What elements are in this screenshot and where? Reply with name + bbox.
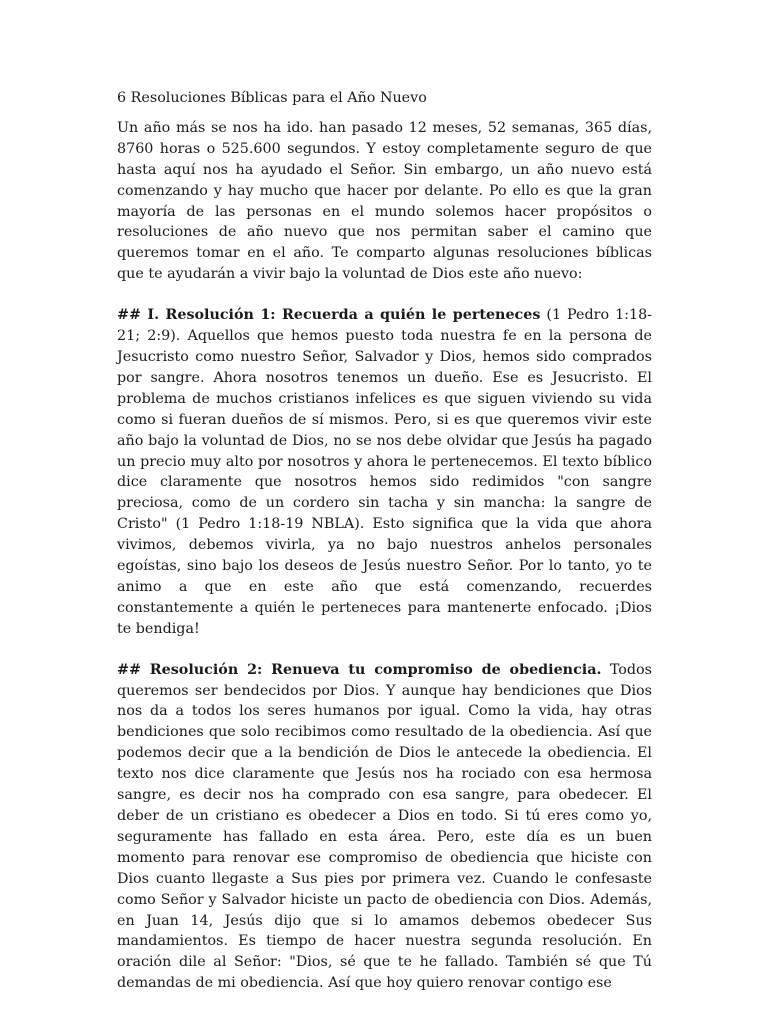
document-title: 6 Resoluciones Bíblicas para el Año Nuevo xyxy=(117,90,427,106)
resolution-2-paragraph xyxy=(117,660,652,995)
resolution-1-heading: ## I. Resolución 1: Recuerda a quién le perteneces xyxy=(117,307,541,324)
resolution-1-paragraph xyxy=(117,305,652,640)
resolution-1-body: (1 Pedro 1:18-21; 2:9). Aquellos que hemos puesto toda nuestra fe en la persona de Jesucristo como nuestro Señor, Salvador y Dios, hemos sido comprados por sangre. Ahora nosotros tenemos un dueño. Ese es Jesucristo. El problema de muchos cristianos infelices es que siguen viviendo su vida como si fueran dueños de sí mismos. Pero, si es que queremos vivir este año bajo la voluntad de Dios, no se nos debe olvidar que Jesús ha pagado un precio muy alto por nosotros y ahora le pertenecemos. El texto bíblico dice claramente que nosotros hemos sido redimidos "con sangre preciosa, como de un cordero sin tacha y sin mancha: la sangre de Cristo" (1 Pedro 1:18-19 NBLA). Esto significa que la vida que ahora vivimos, debemos vivirla, ya no bajo nuestros anhelos personales egoístas, sino bajo los deseos de Jesús nuestro Señor. Por lo tanto, yo te animo a que en este año que está comenzando, recuerdes constantemente a quién le perteneces para mantenerte enfocado. ¡Dios te bendiga! xyxy=(117,307,653,637)
intro-paragraph: Un año más se nos ha ido. han pasado 12 meses, 52 semanas, 365 días, 8760 horas o 525.600 segundos. Y estoy completamente seguro de que hasta aquí nos ha ayudado el Señor. Sin embargo, un año nuevo está comenzando y hay mucho que hacer por delante. Po ello es que la gran mayoría de las personas en el mundo solemos hacer propósitos o resoluciones de año nuevo que nos permitan saber el camino que queremos tomar en el año. Te comparto algunas resoluciones bíblicas que te ayudarán a vivir bajo la voluntad de Dios este año nuevo: xyxy=(117,119,652,283)
resolution-2-heading: ## Resolución 2: Renueva tu compromiso de obediencia. xyxy=(117,661,602,678)
document-page xyxy=(117,88,652,1014)
resolution-2-body: Todos queremos ser bendecidos por Dios. Y aunque hay bendiciones que Dios nos da a todos los seres humanos por igual. Como la vida, hay otras bendiciones que solo recibimos como resultado de la obediencia. Así que podemos decir que a la bendición de Dios le antecede la obediencia. El texto nos dice claramente que Jesús nos ha rociado con esa hermosa sangre, es decir nos ha comprado con esa sangre, para obedecer. El deber de un cristiano es obedecer a Dios en todo. Si tú eres como yo, seguramente has fallado en esta área. Pero, este día es un buen momento para renovar ese compromiso de obediencia que hiciste con Dios cuanto llegaste a Sus pies por primera vez. Cuando le confesaste como Señor y Salvador hiciste un pacto de obediencia con Dios. Además, en Juan 14, Jesús dijo que si lo amamos debemos obedecer Sus mandamientos. Es tiempo de hacer nuestra segunda resolución. En oración dile al Señor: "Dios, sé que te he fallado. También sé que Tú demandas de mi obediencia. Así que hoy quiero renovar contigo ese xyxy=(117,661,652,992)
